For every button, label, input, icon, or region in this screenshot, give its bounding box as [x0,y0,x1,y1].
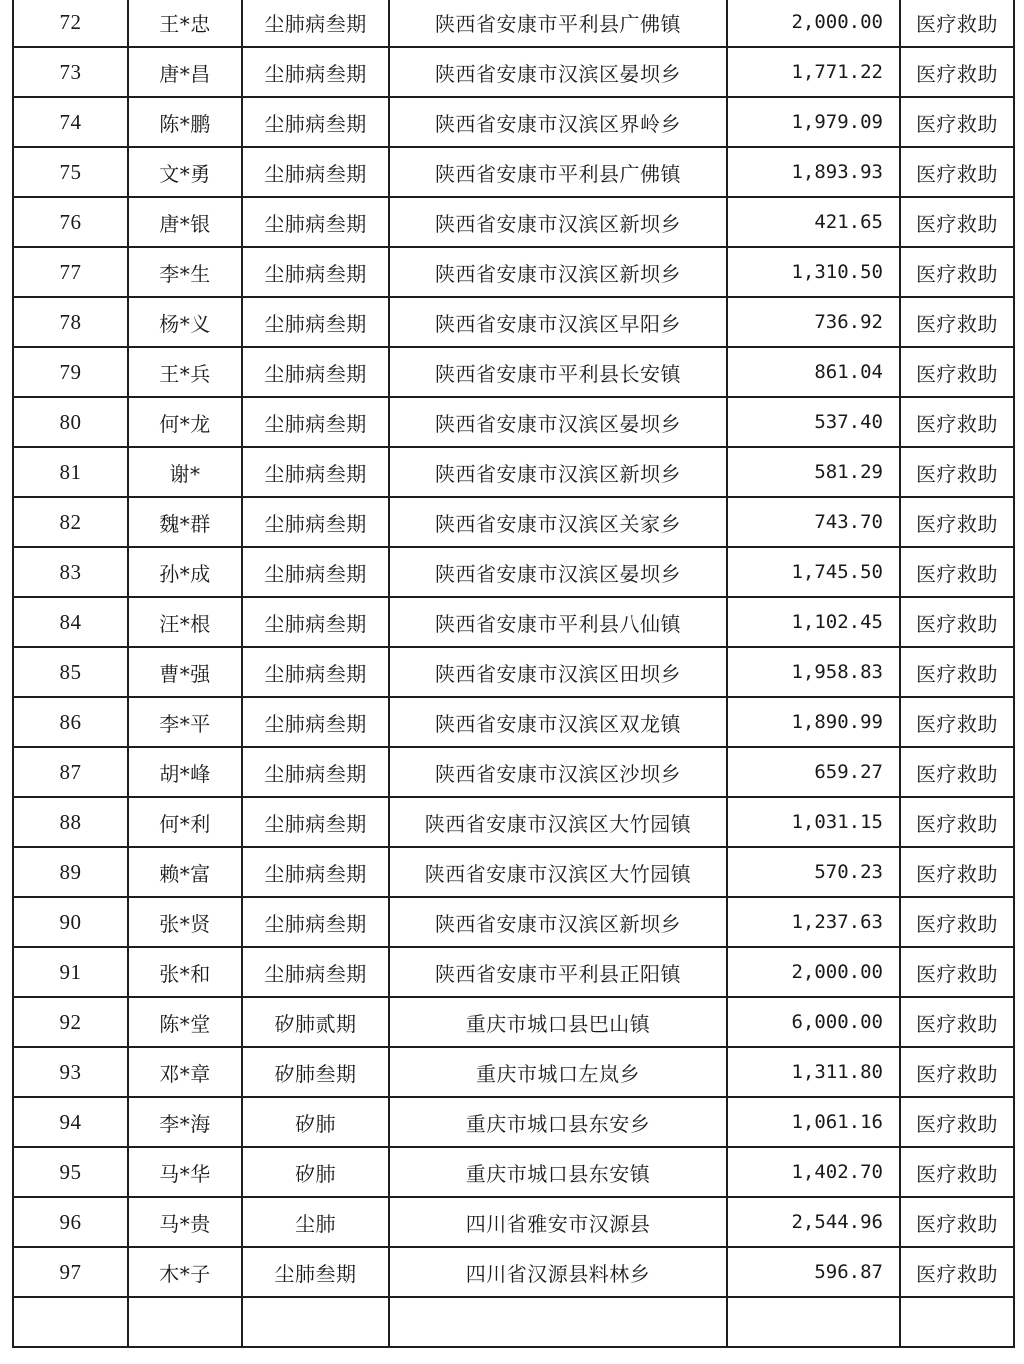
address-cell: 陕西省安康市平利县八仙镇 [389,597,727,647]
table-row [13,547,1014,597]
table-row [13,847,1014,897]
aid-type-cell: 医疗救助 [900,97,1014,147]
table-row [13,597,1014,647]
aid-type-cell: 医疗救助 [900,497,1014,547]
diagnosis-cell: 尘肺病叁期 [242,47,389,97]
recipient-name-cell: 赖*富 [128,847,242,897]
row-number-cell: 81 [13,447,128,497]
amount-cell: 1,745.50 [727,547,900,597]
diagnosis-cell [242,1297,389,1347]
diagnosis-cell: 尘肺病叁期 [242,247,389,297]
recipient-name-cell: 杨*义 [128,297,242,347]
aid-type-cell: 医疗救助 [900,1197,1014,1247]
amount-cell: 421.65 [727,197,900,247]
table-row [13,297,1014,347]
recipient-name-cell: 谢* [128,447,242,497]
address-cell: 四川省雅安市汉源县 [389,1197,727,1247]
row-number-cell: 90 [13,897,128,947]
table-row [13,197,1014,247]
address-cell: 陕西省安康市汉滨区田坝乡 [389,647,727,697]
row-number-cell: 75 [13,147,128,197]
recipient-name-cell: 何*龙 [128,397,242,447]
address-cell: 陕西省安康市汉滨区大竹园镇 [389,847,727,897]
address-cell: 陕西省安康市汉滨区新坝乡 [389,197,727,247]
amount-cell: 570.23 [727,847,900,897]
address-cell: 陕西省安康市汉滨区界岭乡 [389,97,727,147]
diagnosis-cell: 尘肺病叁期 [242,947,389,997]
table-row [13,47,1014,97]
amount-cell: 1,031.15 [727,797,900,847]
recipient-name-cell: 木*子 [128,1247,242,1297]
diagnosis-cell: 尘肺病叁期 [242,847,389,897]
aid-type-cell: 医疗救助 [900,697,1014,747]
recipient-name-cell: 李*平 [128,697,242,747]
table-row [13,0,1014,47]
diagnosis-cell: 尘肺病叁期 [242,747,389,797]
row-number-cell: 84 [13,597,128,647]
diagnosis-cell: 矽肺叁期 [242,1047,389,1097]
address-cell: 重庆市城口左岚乡 [389,1047,727,1097]
aid-recipient-table [12,0,1015,1348]
table-row [13,997,1014,1047]
row-number-cell: 86 [13,697,128,747]
aid-type-cell: 医疗救助 [900,397,1014,447]
diagnosis-cell: 尘肺病叁期 [242,0,389,47]
table-row [13,947,1014,997]
table-row [13,1147,1014,1197]
amount-cell: 861.04 [727,347,900,397]
address-cell: 重庆市城口县东安乡 [389,1097,727,1147]
diagnosis-cell: 尘肺病叁期 [242,197,389,247]
aid-type-cell: 医疗救助 [900,547,1014,597]
aid-type-cell: 医疗救助 [900,1247,1014,1297]
diagnosis-cell: 尘肺病叁期 [242,447,389,497]
amount-cell: 1,102.45 [727,597,900,647]
recipient-name-cell: 陈*堂 [128,997,242,1047]
aid-type-cell: 医疗救助 [900,597,1014,647]
address-cell: 陕西省安康市汉滨区早阳乡 [389,297,727,347]
address-cell: 陕西省安康市汉滨区晏坝乡 [389,47,727,97]
address-cell: 陕西省安康市平利县长安镇 [389,347,727,397]
row-number-cell: 80 [13,397,128,447]
aid-type-cell: 医疗救助 [900,0,1014,47]
recipient-name-cell: 张*和 [128,947,242,997]
aid-type-cell: 医疗救助 [900,197,1014,247]
diagnosis-cell: 尘肺病叁期 [242,347,389,397]
recipient-name-cell: 王*兵 [128,347,242,397]
address-cell: 陕西省安康市汉滨区双龙镇 [389,697,727,747]
address-cell: 陕西省安康市汉滨区关家乡 [389,497,727,547]
table-row [13,897,1014,947]
address-cell: 陕西省安康市汉滨区大竹园镇 [389,797,727,847]
table-row [13,497,1014,547]
amount-cell: 1,402.70 [727,1147,900,1197]
aid-type-cell: 医疗救助 [900,847,1014,897]
aid-type-cell: 医疗救助 [900,1097,1014,1147]
table-row [13,97,1014,147]
table-row [13,797,1014,847]
row-number-cell: 85 [13,647,128,697]
amount-cell: 736.92 [727,297,900,347]
amount-cell: 581.29 [727,447,900,497]
amount-cell: 1,237.63 [727,897,900,947]
table-row [13,1047,1014,1097]
aid-type-cell: 医疗救助 [900,897,1014,947]
address-cell: 重庆市城口县东安镇 [389,1147,727,1197]
aid-type-cell: 医疗救助 [900,747,1014,797]
address-cell: 陕西省安康市汉滨区新坝乡 [389,247,727,297]
address-cell: 陕西省安康市平利县广佛镇 [389,147,727,197]
address-cell: 四川省汉源县料林乡 [389,1247,727,1297]
aid-type-cell: 医疗救助 [900,1147,1014,1197]
address-cell: 陕西省安康市汉滨区晏坝乡 [389,397,727,447]
amount-cell: 1,310.50 [727,247,900,297]
table-row [13,347,1014,397]
address-cell: 陕西省安康市平利县正阳镇 [389,947,727,997]
amount-cell: 537.40 [727,397,900,447]
diagnosis-cell: 尘肺病叁期 [242,647,389,697]
row-number-cell: 82 [13,497,128,547]
amount-cell: 1,890.99 [727,697,900,747]
address-cell: 重庆市城口县巴山镇 [389,997,727,1047]
amount-cell: 1,958.83 [727,647,900,697]
recipient-name-cell: 汪*根 [128,597,242,647]
amount-cell: 2,000.00 [727,947,900,997]
row-number-cell: 89 [13,847,128,897]
diagnosis-cell: 矽肺 [242,1147,389,1197]
address-cell: 陕西省安康市汉滨区新坝乡 [389,897,727,947]
recipient-name-cell: 文*勇 [128,147,242,197]
aid-type-cell: 医疗救助 [900,647,1014,697]
recipient-name-cell: 李*生 [128,247,242,297]
aid-type-cell: 医疗救助 [900,1047,1014,1097]
row-number-cell: 72 [13,0,128,47]
amount-cell: 2,000.00 [727,0,900,47]
recipient-name-cell: 李*海 [128,1097,242,1147]
aid-type-cell: 医疗救助 [900,297,1014,347]
amount-cell: 596.87 [727,1247,900,1297]
amount-cell: 1,311.80 [727,1047,900,1097]
amount-cell: 1,771.22 [727,47,900,97]
diagnosis-cell: 尘肺病叁期 [242,297,389,347]
recipient-name-cell: 王*忠 [128,0,242,47]
table-row [13,147,1014,197]
row-number-cell: 87 [13,747,128,797]
aid-type-cell [900,1297,1014,1347]
table-row [13,447,1014,497]
recipient-name-cell [128,1297,242,1347]
amount-cell: 2,544.96 [727,1197,900,1247]
aid-type-cell: 医疗救助 [900,347,1014,397]
amount-cell: 1,893.93 [727,147,900,197]
diagnosis-cell: 尘肺病叁期 [242,547,389,597]
recipient-name-cell: 何*利 [128,797,242,847]
diagnosis-cell: 尘肺病叁期 [242,397,389,447]
amount-cell: 659.27 [727,747,900,797]
address-cell: 陕西省安康市汉滨区新坝乡 [389,447,727,497]
aid-type-cell: 医疗救助 [900,947,1014,997]
recipient-name-cell: 邓*章 [128,1047,242,1097]
recipient-name-cell: 魏*群 [128,497,242,547]
aid-type-cell: 医疗救助 [900,797,1014,847]
row-number-cell: 78 [13,297,128,347]
aid-type-cell: 医疗救助 [900,447,1014,497]
recipient-name-cell: 曹*强 [128,647,242,697]
table-row [13,397,1014,447]
row-number-cell: 97 [13,1247,128,1297]
row-number-cell: 93 [13,1047,128,1097]
address-cell: 陕西省安康市汉滨区沙坝乡 [389,747,727,797]
row-number-cell: 77 [13,247,128,297]
recipient-name-cell: 孙*成 [128,547,242,597]
table-row [13,647,1014,697]
recipient-name-cell: 陈*鹏 [128,97,242,147]
amount-cell: 6,000.00 [727,997,900,1047]
diagnosis-cell: 尘肺病叁期 [242,497,389,547]
address-cell [389,1297,727,1347]
row-number-cell: 94 [13,1097,128,1147]
recipient-name-cell: 马*贵 [128,1197,242,1247]
diagnosis-cell: 尘肺 [242,1197,389,1247]
diagnosis-cell: 矽肺贰期 [242,997,389,1047]
table-row [13,247,1014,297]
diagnosis-cell: 尘肺病叁期 [242,697,389,747]
row-number-cell: 92 [13,997,128,1047]
row-number-cell [13,1297,128,1347]
table-row [13,747,1014,797]
diagnosis-cell: 矽肺 [242,1097,389,1147]
aid-type-cell: 医疗救助 [900,997,1014,1047]
row-number-cell: 76 [13,197,128,247]
recipient-name-cell: 胡*峰 [128,747,242,797]
row-number-cell: 83 [13,547,128,597]
amount-cell [727,1297,900,1347]
address-cell: 陕西省安康市汉滨区晏坝乡 [389,547,727,597]
table-row [13,1197,1014,1247]
recipient-name-cell: 唐*银 [128,197,242,247]
table-row [13,1097,1014,1147]
diagnosis-cell: 尘肺病叁期 [242,797,389,847]
aid-type-cell: 医疗救助 [900,147,1014,197]
diagnosis-cell: 尘肺病叁期 [242,147,389,197]
address-cell: 陕西省安康市平利县广佛镇 [389,0,727,47]
recipient-name-cell: 唐*昌 [128,47,242,97]
row-number-cell: 74 [13,97,128,147]
diagnosis-cell: 尘肺病叁期 [242,97,389,147]
diagnosis-cell: 尘肺病叁期 [242,597,389,647]
table-body [13,0,1014,1347]
row-number-cell: 91 [13,947,128,997]
table-row [13,1247,1014,1297]
row-number-cell: 79 [13,347,128,397]
aid-type-cell: 医疗救助 [900,247,1014,297]
row-number-cell: 88 [13,797,128,847]
amount-cell: 743.70 [727,497,900,547]
diagnosis-cell: 尘肺叁期 [242,1247,389,1297]
row-number-cell: 73 [13,47,128,97]
row-number-cell: 95 [13,1147,128,1197]
recipient-name-cell: 马*华 [128,1147,242,1197]
amount-cell: 1,979.09 [727,97,900,147]
amount-cell: 1,061.16 [727,1097,900,1147]
table-row [13,1297,1014,1347]
aid-type-cell: 医疗救助 [900,47,1014,97]
recipient-name-cell: 张*贤 [128,897,242,947]
diagnosis-cell: 尘肺病叁期 [242,897,389,947]
row-number-cell: 96 [13,1197,128,1247]
table-row [13,697,1014,747]
